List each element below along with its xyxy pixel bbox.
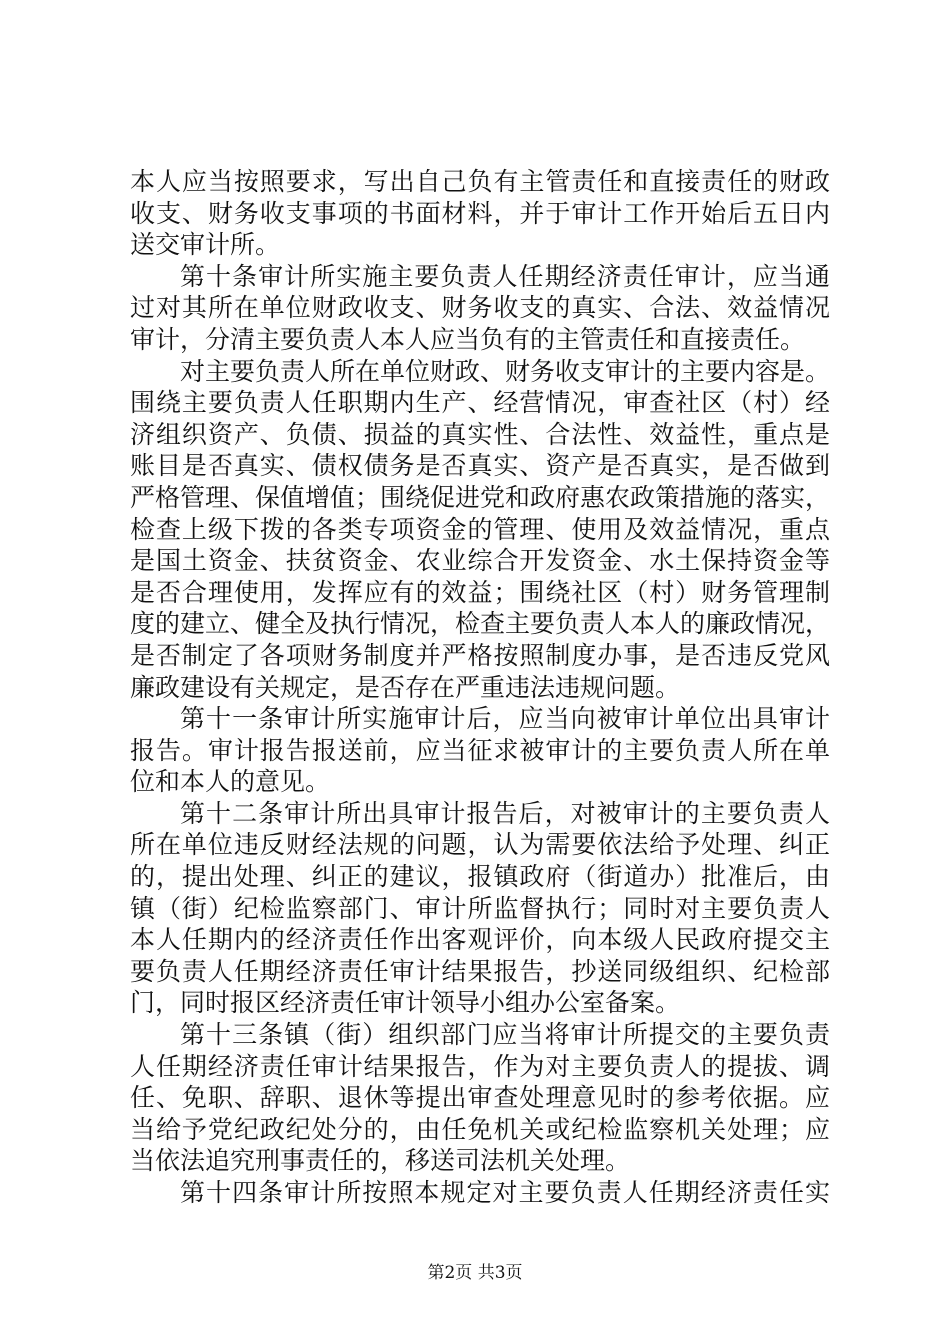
text-line: 第十条审计所实施主要负责人任期经济责任审计，应当通	[180, 261, 830, 291]
text-line: 报告。审计报告报送前，应当征求被审计的主要负责人所在单	[130, 735, 830, 765]
text-line: 收支、财务收支事项的书面材料，并于审计工作开始后五日内	[130, 198, 830, 228]
text-line: 是否制定了各项财务制度并严格按照制度办事，是否违反党风	[130, 640, 830, 670]
text-line: 门，同时报区经济责任审计领导小组办公室备案。	[130, 988, 681, 1018]
text-line: 过对其所在单位财政收支、财务收支的真实、合法、效益情况	[130, 293, 830, 323]
text-line: 济组织资产、负债、损益的真实性、合法性、效益性，重点是	[130, 419, 830, 449]
text-line: 人任期经济责任审计结果报告，作为对主要负责人的提拔、调	[130, 1051, 830, 1081]
text-line: 本人应当按照要求，写出自己负有主管责任和直接责任的财政	[130, 167, 830, 196]
text-line: 镇（街）纪检监察部门、审计所监督执行；同时对主要负责人	[130, 893, 830, 923]
text-line: 是否合理使用，发挥应有的效益；围绕社区（村）财务管理制	[130, 577, 830, 607]
text-line: 位和本人的意见。	[130, 767, 331, 797]
text-line: 围绕主要负责人任职期内生产、经营情况，审查社区（村）经	[130, 388, 830, 418]
text-line: 第十一条审计所实施审计后，应当向被审计单位出具审计	[180, 704, 830, 734]
text-line: 本人任期内的经济责任作出客观评价，向本级人民政府提交主	[130, 925, 830, 955]
text-line: 当给予党纪政纪处分的，由任免机关或纪检监察机关处理；应	[130, 1114, 830, 1144]
text-line: 廉政建设有关规定，是否存在严重违法违规问题。	[130, 672, 681, 702]
text-line: 账目是否真实、债权债务是否真实、资产是否真实，是否做到	[130, 451, 830, 481]
text-line: 要负责人任期经济责任审计结果报告，抄送同级组织、纪检部	[130, 956, 830, 986]
text-line: 是国土资金、扶贫资金、农业综合开发资金、水土保持资金等	[130, 546, 830, 576]
text-line: 度的建立、健全及执行情况，检查主要负责人本人的廉政情况，	[130, 609, 831, 639]
text-line: 严格管理、保值增值；围绕促进党和政府惠农政策措施的落实，	[130, 482, 831, 512]
text-line: 检查上级下拨的各类专项资金的管理、使用及效益情况，重点	[130, 514, 830, 544]
text-line: 送交审计所。	[130, 230, 281, 260]
text-line: 的，提出处理、纠正的建议，报镇政府（街道办）批准后，由	[130, 862, 830, 892]
text-line: 第十三条镇（街）组织部门应当将审计所提交的主要负责	[180, 1020, 830, 1050]
text-line: 审计，分清主要负责人本人应当负有的主管责任和直接责任。	[130, 324, 806, 354]
text-line: 任、免职、辞职、退休等提出审查处理意见时的参考依据。应	[130, 1083, 830, 1113]
text-line: 当依法追究刑事责任的，移送司法机关处理。	[130, 1146, 631, 1176]
text-line: 第十二条审计所出具审计报告后，对被审计的主要负责人	[180, 798, 830, 828]
text-line: 所在单位违反财经法规的问题，认为需要依法给予处理、纠正	[130, 830, 830, 860]
document-body	[130, 166, 830, 1209]
page-footer: 第2页 共3页	[427, 1263, 523, 1283]
text-line: 第十四条审计所按照本规定对主要负责人任期经济责任实	[180, 1178, 830, 1207]
text-line: 对主要负责人所在单位财政、财务收支审计的主要内容是。	[180, 356, 831, 386]
